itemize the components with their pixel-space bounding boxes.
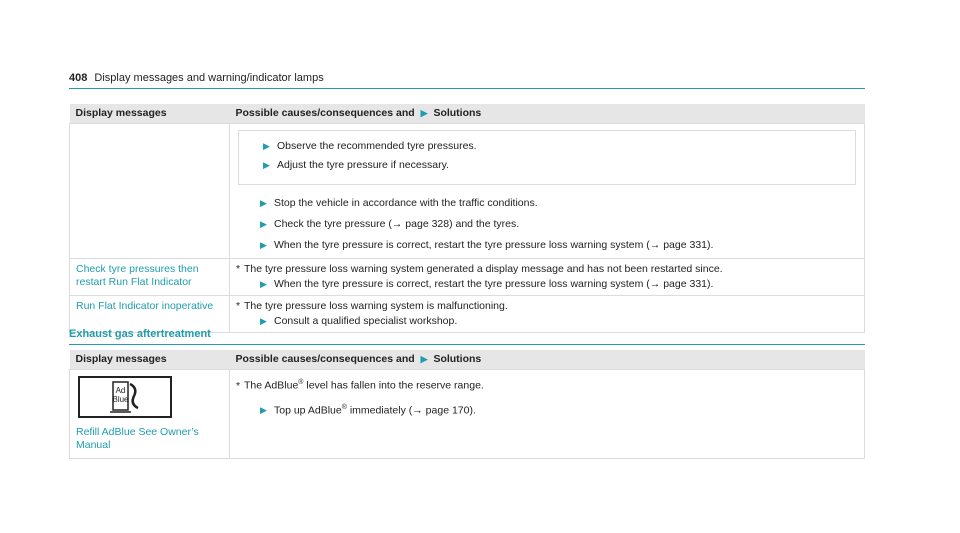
registered-mark: ®: [298, 379, 304, 386]
list-item: [236, 278, 858, 291]
adblue-tank-icon: [80, 378, 170, 416]
play-icon: ▶: [420, 108, 428, 118]
col-header-causes: [230, 104, 865, 124]
registered-mark: ®: [341, 403, 347, 411]
solution-text: Observe the recommended tyre pressures.: [277, 140, 477, 152]
cause-text: The tyre pressure loss warning system is malfunctioning.: [244, 300, 508, 312]
list-item: [236, 218, 858, 231]
message-cell: [70, 124, 230, 259]
display-message: Run Flat Indicator inoperative: [70, 296, 230, 333]
play-icon: ▶: [260, 198, 267, 208]
cause-line: [236, 376, 858, 393]
col-header-solutions-label: Solutions: [433, 107, 482, 119]
table-row: [70, 259, 865, 296]
solution-text-rest: immediately (→ page 170).: [346, 404, 476, 416]
list-item: [236, 239, 858, 252]
col-header-messages: Display messages: [70, 104, 230, 124]
col-header-causes-label: Possible causes/consequences and: [235, 353, 415, 365]
inner-solution-box: [238, 130, 856, 185]
cause-line: [236, 263, 858, 276]
col-header-causes-label: Possible causes/consequences and: [235, 107, 415, 119]
section-title: Exhaust gas aftertreatment: [69, 328, 211, 340]
icon-text-bottom: Blue: [112, 395, 129, 404]
table-row: [70, 124, 865, 259]
solution-text: Check the tyre pressure (→ page 328) and the tyres.: [274, 218, 520, 230]
solution-text: When the tyre pressure is correct, restart the tyre pressure loss warning system (→ page 331).: [274, 278, 714, 290]
table-row: [70, 370, 865, 459]
play-icon: ▶: [260, 279, 267, 289]
solution-cell: [230, 296, 865, 333]
cause-text: The AdBlue: [244, 379, 299, 392]
list-item: [236, 401, 858, 418]
solution-text: Consult a qualified specialist workshop.: [274, 315, 458, 327]
play-icon: ▶: [263, 160, 270, 170]
page-title: Display messages and warning/indicator lamps: [94, 72, 324, 84]
cause-text: The tyre pressure loss warning system generated a display message and has not been restarted since.: [244, 263, 723, 275]
list-item: [236, 197, 858, 210]
icon-text-top: Ad: [115, 386, 126, 395]
display-message: Refill AdBlue See Owner’s Manual: [76, 426, 199, 451]
col-header-causes: [230, 350, 865, 370]
page-number: 408: [69, 72, 88, 84]
solution-text: When the tyre pressure is correct, restart the tyre pressure loss warning system (→ page 331).: [274, 239, 714, 251]
solution-cell: [230, 259, 865, 296]
play-icon: ▶: [260, 219, 267, 229]
asterisk: *: [236, 263, 241, 275]
cause-text-rest: level has fallen into the reserve range.: [303, 379, 484, 392]
tyre-messages-table: [69, 104, 865, 333]
adblue-messages-table: [69, 350, 865, 459]
list-item: [236, 315, 858, 328]
table-row: [70, 296, 865, 333]
cause-line: [236, 300, 858, 313]
play-icon: ▶: [260, 316, 267, 326]
play-icon: ▶: [420, 354, 428, 364]
message-cell: [70, 370, 230, 459]
list-item: [263, 159, 855, 172]
header-rule: [69, 88, 865, 89]
solution-text: Adjust the tyre pressure if necessary.: [277, 159, 449, 171]
section-rule: [69, 344, 865, 345]
solution-text: Top up AdBlue: [274, 404, 342, 416]
adblue-icon: [78, 376, 172, 418]
solution-cell: [230, 124, 865, 259]
asterisk: *: [236, 379, 241, 392]
solution-cell: [230, 370, 865, 459]
play-icon: ▶: [260, 240, 267, 250]
col-header-solutions-label: Solutions: [433, 353, 482, 365]
play-icon: ▶: [260, 405, 267, 415]
list-item: [263, 140, 855, 153]
page-header: [69, 72, 324, 84]
play-icon: ▶: [263, 141, 270, 151]
asterisk: *: [236, 300, 241, 312]
display-message: Check tyre pressures then restart Run Flat Indicator: [70, 259, 230, 296]
col-header-messages: Display messages: [70, 350, 230, 370]
solution-text: Stop the vehicle in accordance with the traffic conditions.: [274, 197, 538, 209]
